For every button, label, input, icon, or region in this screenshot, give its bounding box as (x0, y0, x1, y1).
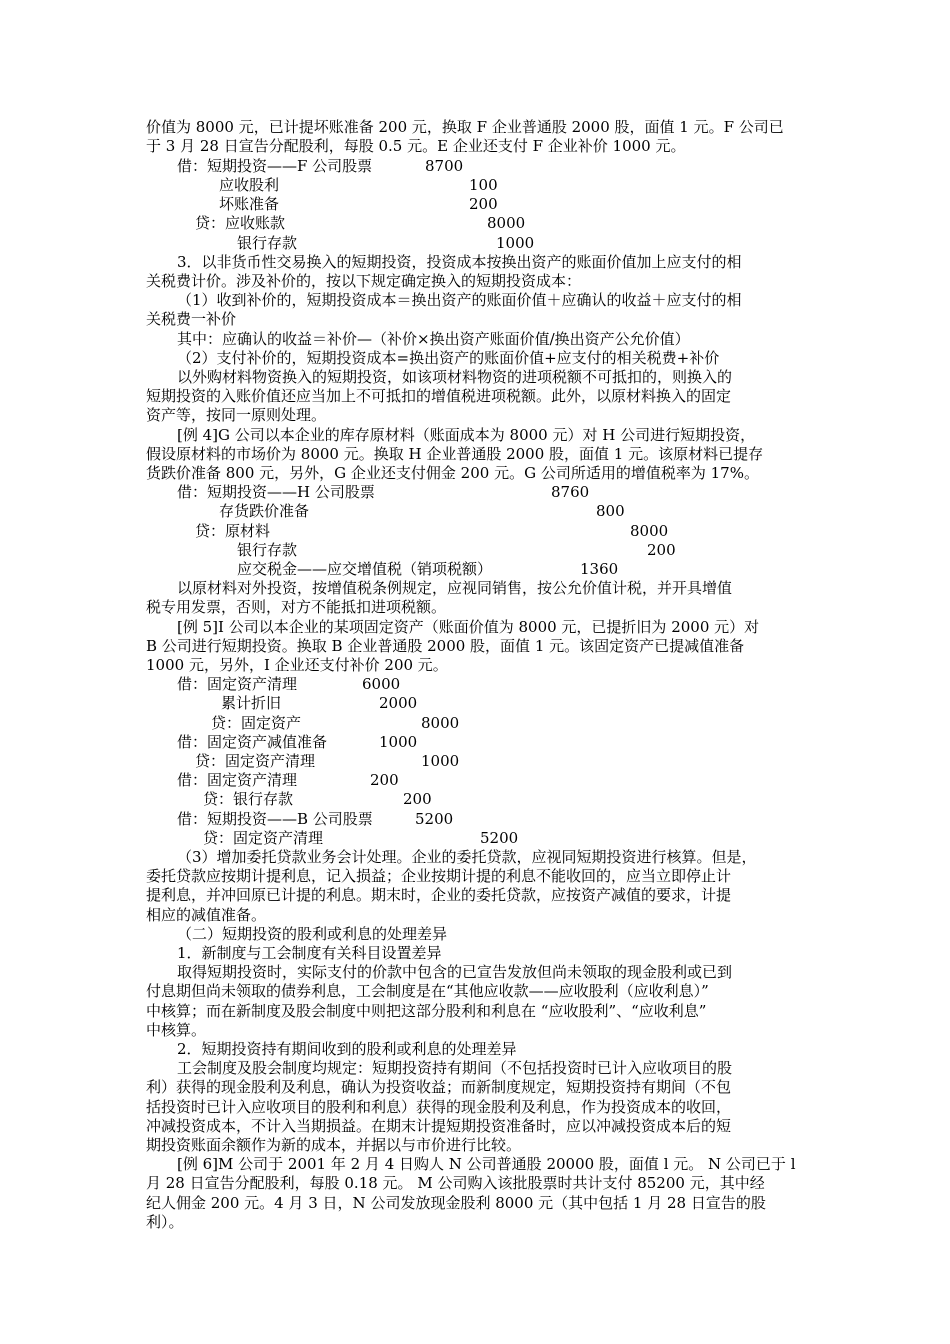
paragraph-line: 期投资账面余额作为新的成本，并据以与市价进行比较。 (146, 1136, 522, 1154)
paragraph-line: [例 5]I 公司以本企业的某项固定资产（账面价值为 8000 元，已提折旧为 2000 元）对 (177, 618, 760, 636)
paragraph-line: 委托贷款应按期计提利息，记入损益；企业按期计提的利息不能收回的，应当立即停止计 (146, 867, 732, 885)
journal-account: 借：短期投资——B 公司股票 (177, 810, 373, 828)
paragraph-line: 税专用发票，否则，对方不能抵扣进项税额。 (146, 598, 447, 616)
paragraph-line: 于 3 月 28 日宣告分配股利，每股 0.5 元。E 企业还支付 F 企业补价 1000 元。 (146, 137, 686, 155)
journal-account: 借：固定资产减值准备 (177, 733, 328, 751)
journal-account: 贷：银行存款 (203, 790, 294, 808)
paragraph-line: （3）增加委托贷款业务会计处理。企业的委托贷款，应视同短期投资进行核算。但是， (177, 848, 757, 866)
paragraph-line: 提利息，并冲回原已计提的利息。期末时，企业的委托贷款，应按资产减值的要求，计提 (146, 886, 732, 904)
paragraph-line: [例 6]M 公司于 2001 年 2 月 4 日购人 N 公司普通股 20000 股，面值 l 元。 N 公司已于 l (177, 1155, 796, 1173)
journal-amount: 6000 (362, 675, 401, 693)
journal-amount: 5200 (415, 810, 454, 828)
journal-account: 贷：固定资产 (211, 714, 302, 732)
paragraph-line: 货跌价准备 800 元，另外，G 企业还支付佣金 200 元。G 公司所适用的增值税率为 17%。 (146, 464, 759, 482)
paragraph-line: 中核算。 (146, 1021, 207, 1039)
journal-amount: 8000 (487, 214, 526, 232)
paragraph-line: 相应的减值准备。 (146, 906, 267, 924)
paragraph-line: 月 28 日宣告分配股利，每股 0.18 元。 M 公司购入该批股票时共计支付 85200 元，其中经 (146, 1174, 765, 1192)
journal-account: 银行存款 (237, 541, 298, 559)
journal-amount: 8760 (551, 483, 590, 501)
journal-amount: 800 (596, 502, 625, 520)
journal-account: 借：固定资产清理 (177, 771, 298, 789)
journal-account: 银行存款 (237, 234, 298, 252)
journal-amount: 1000 (379, 733, 418, 751)
journal-account: 借：短期投资——H 公司股票 (177, 483, 375, 501)
journal-amount: 200 (403, 790, 432, 808)
paragraph-line: 利）获得的现金股利及利息，确认为投资收益；而新制度规定，短期投资持有期间（不包 (146, 1078, 732, 1096)
journal-amount: 200 (370, 771, 399, 789)
paragraph-line: 3．以非货币性交易换入的短期投资，投资成本按换出资产的账面价值加上应支付的相 (177, 253, 742, 271)
journal-account: 借：固定资产清理 (177, 675, 298, 693)
paragraph-line: 短期投资的入账价值还应当加上不可抵扣的增值税进项税额。此外，以原材料换入的固定 (146, 387, 732, 405)
paragraph-line: 价值为 8000 元，已计提坏账准备 200 元，换取 F 企业普通股 2000 股，面值 1 元。F 公司已 (146, 118, 784, 136)
journal-account: 应收股利 (219, 176, 280, 194)
journal-amount: 1000 (496, 234, 535, 252)
journal-amount: 8000 (421, 714, 460, 732)
journal-account: 借：短期投资——F 公司股票 (177, 157, 373, 175)
paragraph-line: 纪人佣金 200 元。4 月 3 日，N 公司发放现金股利 8000 元（其中包括 1 月 28 日宣告的股 (146, 1194, 766, 1212)
paragraph-line: 括投资时已计入应收项目的股利和利息）获得的现金股利及利息，作为投资成本的收回， (146, 1098, 732, 1116)
journal-amount: 5200 (480, 829, 519, 847)
journal-account: 贷：固定资产清理 (203, 829, 324, 847)
journal-amount: 1360 (580, 560, 619, 578)
journal-account: 存货跌价准备 (219, 502, 310, 520)
paragraph-line: 以原材料对外投资，按增值税条例规定，应视同销售，按公允价值计税，并开具增值 (177, 579, 733, 597)
paragraph-line: 关税费计价。涉及补价的，按以下规定确定换入的短期投资成本： (146, 272, 582, 290)
paragraph-line: 取得短期投资时，实际支付的价款中包含的已宣告发放但尚未领取的现金股利或已到 (177, 963, 733, 981)
paragraph-line: 1000 元，另外，I 企业还支付补价 200 元。 (146, 656, 448, 674)
paragraph-line: （1）收到补价的，短期投资成本＝换出资产的账面价值＋应确认的收益＋应支付的相 (177, 291, 742, 309)
paragraph-line: [例 4]G 公司以本企业的库存原材料（账面成本为 8000 元）对 H 公司进行短期投资， (177, 426, 756, 444)
paragraph-line: 中核算；而在新制度及股会制度中则把这部分股利和利息在 “应收股利”、“应收利息” (146, 1002, 707, 1020)
journal-account: 应交税金——应交增值税（销项税额） (237, 560, 493, 578)
paragraph-line: 假设原材料的市场价为 8000 元。换取 H 企业普通股 2000 股，面值 1 元。该原材料已提存 (146, 445, 764, 463)
journal-amount: 200 (647, 541, 676, 559)
section-heading: （二）短期投资的股利或利息的处理差异 (177, 925, 448, 943)
paragraph-line: 其中：应确认的收益＝补价—（补价×换出资产账面价值/换出资产公允价值） (177, 330, 690, 348)
paragraph-line: （2）支付补价的，短期投资成本=换出资产的账面价值+应支付的相关税费+补价 (177, 349, 720, 367)
journal-amount: 100 (469, 176, 498, 194)
journal-account: 贷：应收账款 (195, 214, 286, 232)
journal-amount: 200 (469, 195, 498, 213)
journal-amount: 1000 (421, 752, 460, 770)
journal-account: 贷：固定资产清理 (195, 752, 316, 770)
paragraph-line: 以外购材料物资换入的短期投资，如该项材料物资的进项税额不可抵扣的，则换入的 (177, 368, 733, 386)
section-heading: 2．短期投资持有期间收到的股利或利息的处理差异 (177, 1040, 517, 1058)
section-heading: 1．新制度与工会制度有关科目设置差异 (177, 944, 442, 962)
journal-amount: 8000 (630, 522, 669, 540)
journal-account: 贷：原材料 (195, 522, 271, 540)
paragraph-line: 付息期但尚未领取的债券利息，工会制度是在“其他应收款——应收股利（应收利息）” (146, 982, 709, 1000)
paragraph-line: B 公司进行短期投资。换取 B 企业普通股 2000 股，面值 1 元。该固定资产已提减值准备 (146, 637, 745, 655)
paragraph-line: 关税费一补价 (146, 310, 237, 328)
paragraph-line: 资产等，按同一原则处理。 (146, 406, 327, 424)
paragraph-line: 工会制度及股会制度均规定：短期投资持有期间（不包括投资时已计入应收项目的股 (177, 1059, 733, 1077)
journal-account: 坏账准备 (219, 195, 280, 213)
journal-amount: 8700 (425, 157, 464, 175)
journal-account: 累计折旧 (221, 694, 282, 712)
journal-amount: 2000 (379, 694, 418, 712)
paragraph-line: 利）。 (146, 1213, 184, 1231)
paragraph-line: 冲减投资成本，不计入当期损益。在期末计提短期投资准备时，应以冲减投资成本后的短 (146, 1117, 732, 1135)
